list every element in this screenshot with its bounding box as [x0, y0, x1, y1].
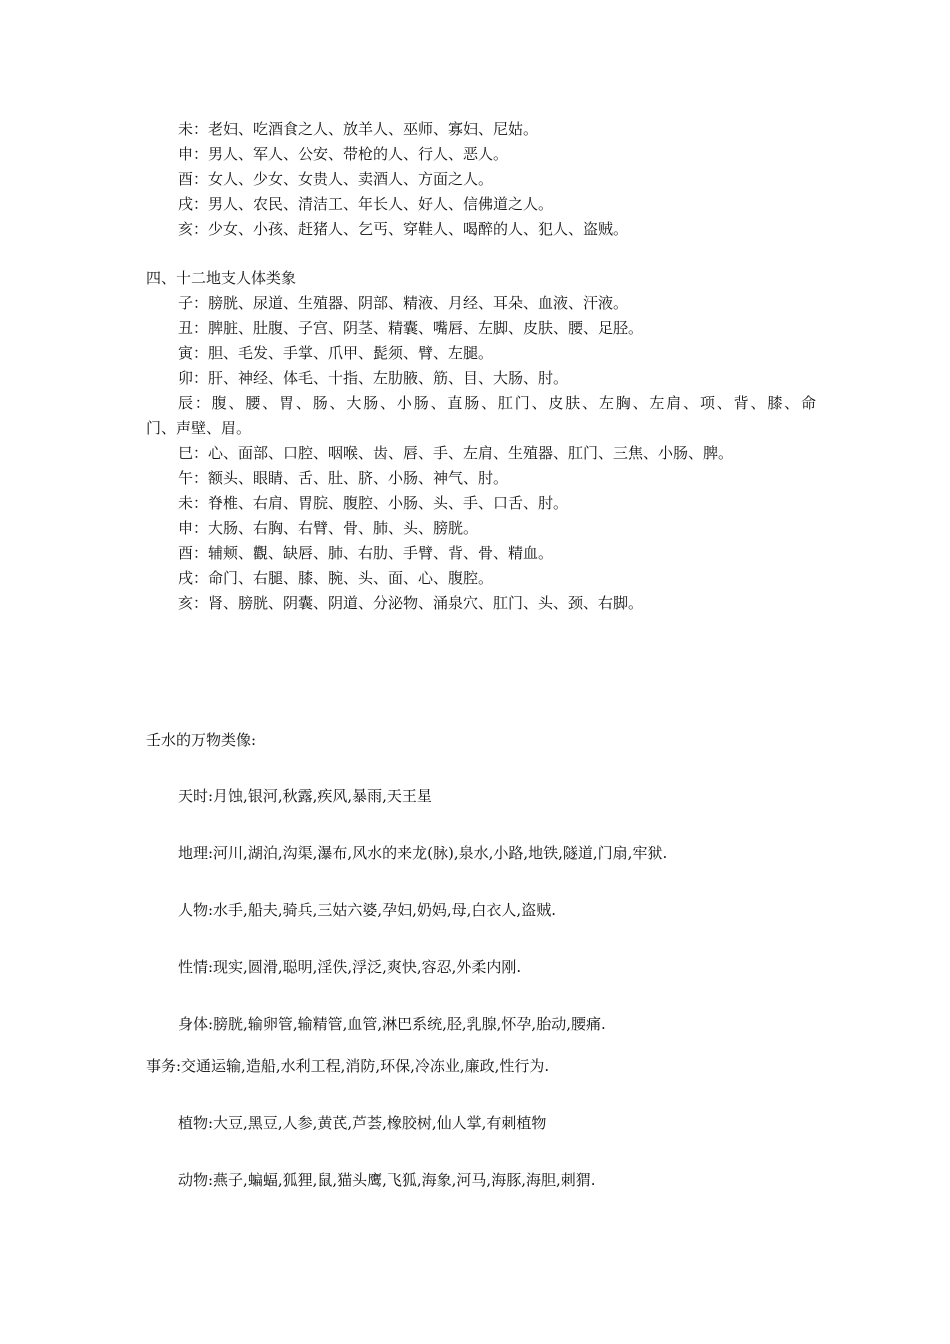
section-heading: 壬水的万物类像:	[146, 731, 257, 749]
people-line: 戌：男人、农民、清洁工、年长人、好人、信佛道之人。	[178, 195, 554, 213]
water-item: 天时:月蚀,银河,秋露,疾风,暴雨,天王星	[178, 787, 432, 805]
water-item: 身体:膀胱,输卵管,输精管,血管,淋巴系统,胫,乳腺,怀孕,胎动,腰痛.	[178, 1015, 606, 1033]
water-item: 植物:大豆,黑豆,人参,黄芪,芦荟,橡胶树,仙人掌,有刺植物	[178, 1114, 547, 1132]
body-line: 卯：肝、神经、体毛、十指、左肋腋、筋、目、大肠、肘。	[178, 369, 569, 387]
people-line: 未：老妇、吃酒食之人、放羊人、巫师、寡妇、尼姑。	[178, 120, 539, 138]
people-line: 亥：少女、小孩、赶猪人、乞丐、穿鞋人、喝醉的人、犯人、盗贼。	[178, 220, 629, 238]
water-item: 人物:水手,船夫,骑兵,三姑六婆,孕妇,奶妈,母,白衣人,盗贼.	[178, 901, 556, 919]
people-line: 申：男人、军人、公安、带枪的人、行人、恶人。	[178, 145, 509, 163]
body-line: 酉：辅颊、觀、缺唇、肺、右肋、手臂、背、骨、精血。	[178, 544, 554, 562]
body-line: 巳：心、面部、口腔、咽喉、齿、唇、手、左肩、生殖器、肛门、三焦、小肠、脾。	[178, 444, 734, 462]
body-line: 寅：胆、毛发、手掌、爪甲、髭须、臂、左腿。	[178, 344, 494, 362]
body-line: 戌：命门、右腿、膝、腕、头、面、心、腹腔。	[178, 569, 494, 587]
body-line-continuation: 门、声壁、眉。	[146, 419, 252, 437]
water-item: 地理:河川,湖泊,沟渠,瀑布,风水的来龙(脉),泉水,小路,地铁,隧道,门扇,牢狱.	[178, 844, 668, 862]
body-line: 丑：脾脏、肚腹、子宫、阴茎、精囊、嘴唇、左脚、皮肤、腰、足胫。	[178, 319, 644, 337]
body-line: 亥：肾、膀胱、阴囊、阴道、分泌物、涌泉穴、肛门、头、颈、右脚。	[178, 594, 644, 612]
body-line: 子：膀胱、尿道、生殖器、阴部、精液、月经、耳朵、血液、汗液。	[178, 294, 629, 312]
body-line: 午：额头、眼睛、舌、肚、脐、小肠、神气、肘。	[178, 469, 509, 487]
water-item: 性情:现实,圆滑,聪明,淫佚,浮泛,爽快,容忍,外柔内刚.	[178, 958, 522, 976]
body-line: 辰：腹、腰、胃、肠、大肠、小肠、直肠、肛门、皮肤、左胸、左肩、项、背、膝、命	[178, 394, 816, 412]
water-item: 事务:交通运输,造船,水利工程,消防,环保,冷冻业,廉政,性行为.	[146, 1057, 550, 1075]
people-line: 酉：女人、少女、女贵人、卖酒人、方面之人。	[178, 170, 494, 188]
water-item: 动物:燕子,蝙蝠,狐狸,鼠,猫头鹰,飞狐,海象,河马,海豚,海胆,刺猬.	[178, 1171, 596, 1189]
body-line: 申：大肠、右胸、右臂、骨、肺、头、膀胱。	[178, 519, 479, 537]
section-heading: 四、十二地支人体类象	[146, 269, 297, 287]
body-line: 未：脊椎、右肩、胃脘、腹腔、小肠、头、手、口舌、肘。	[178, 494, 569, 512]
